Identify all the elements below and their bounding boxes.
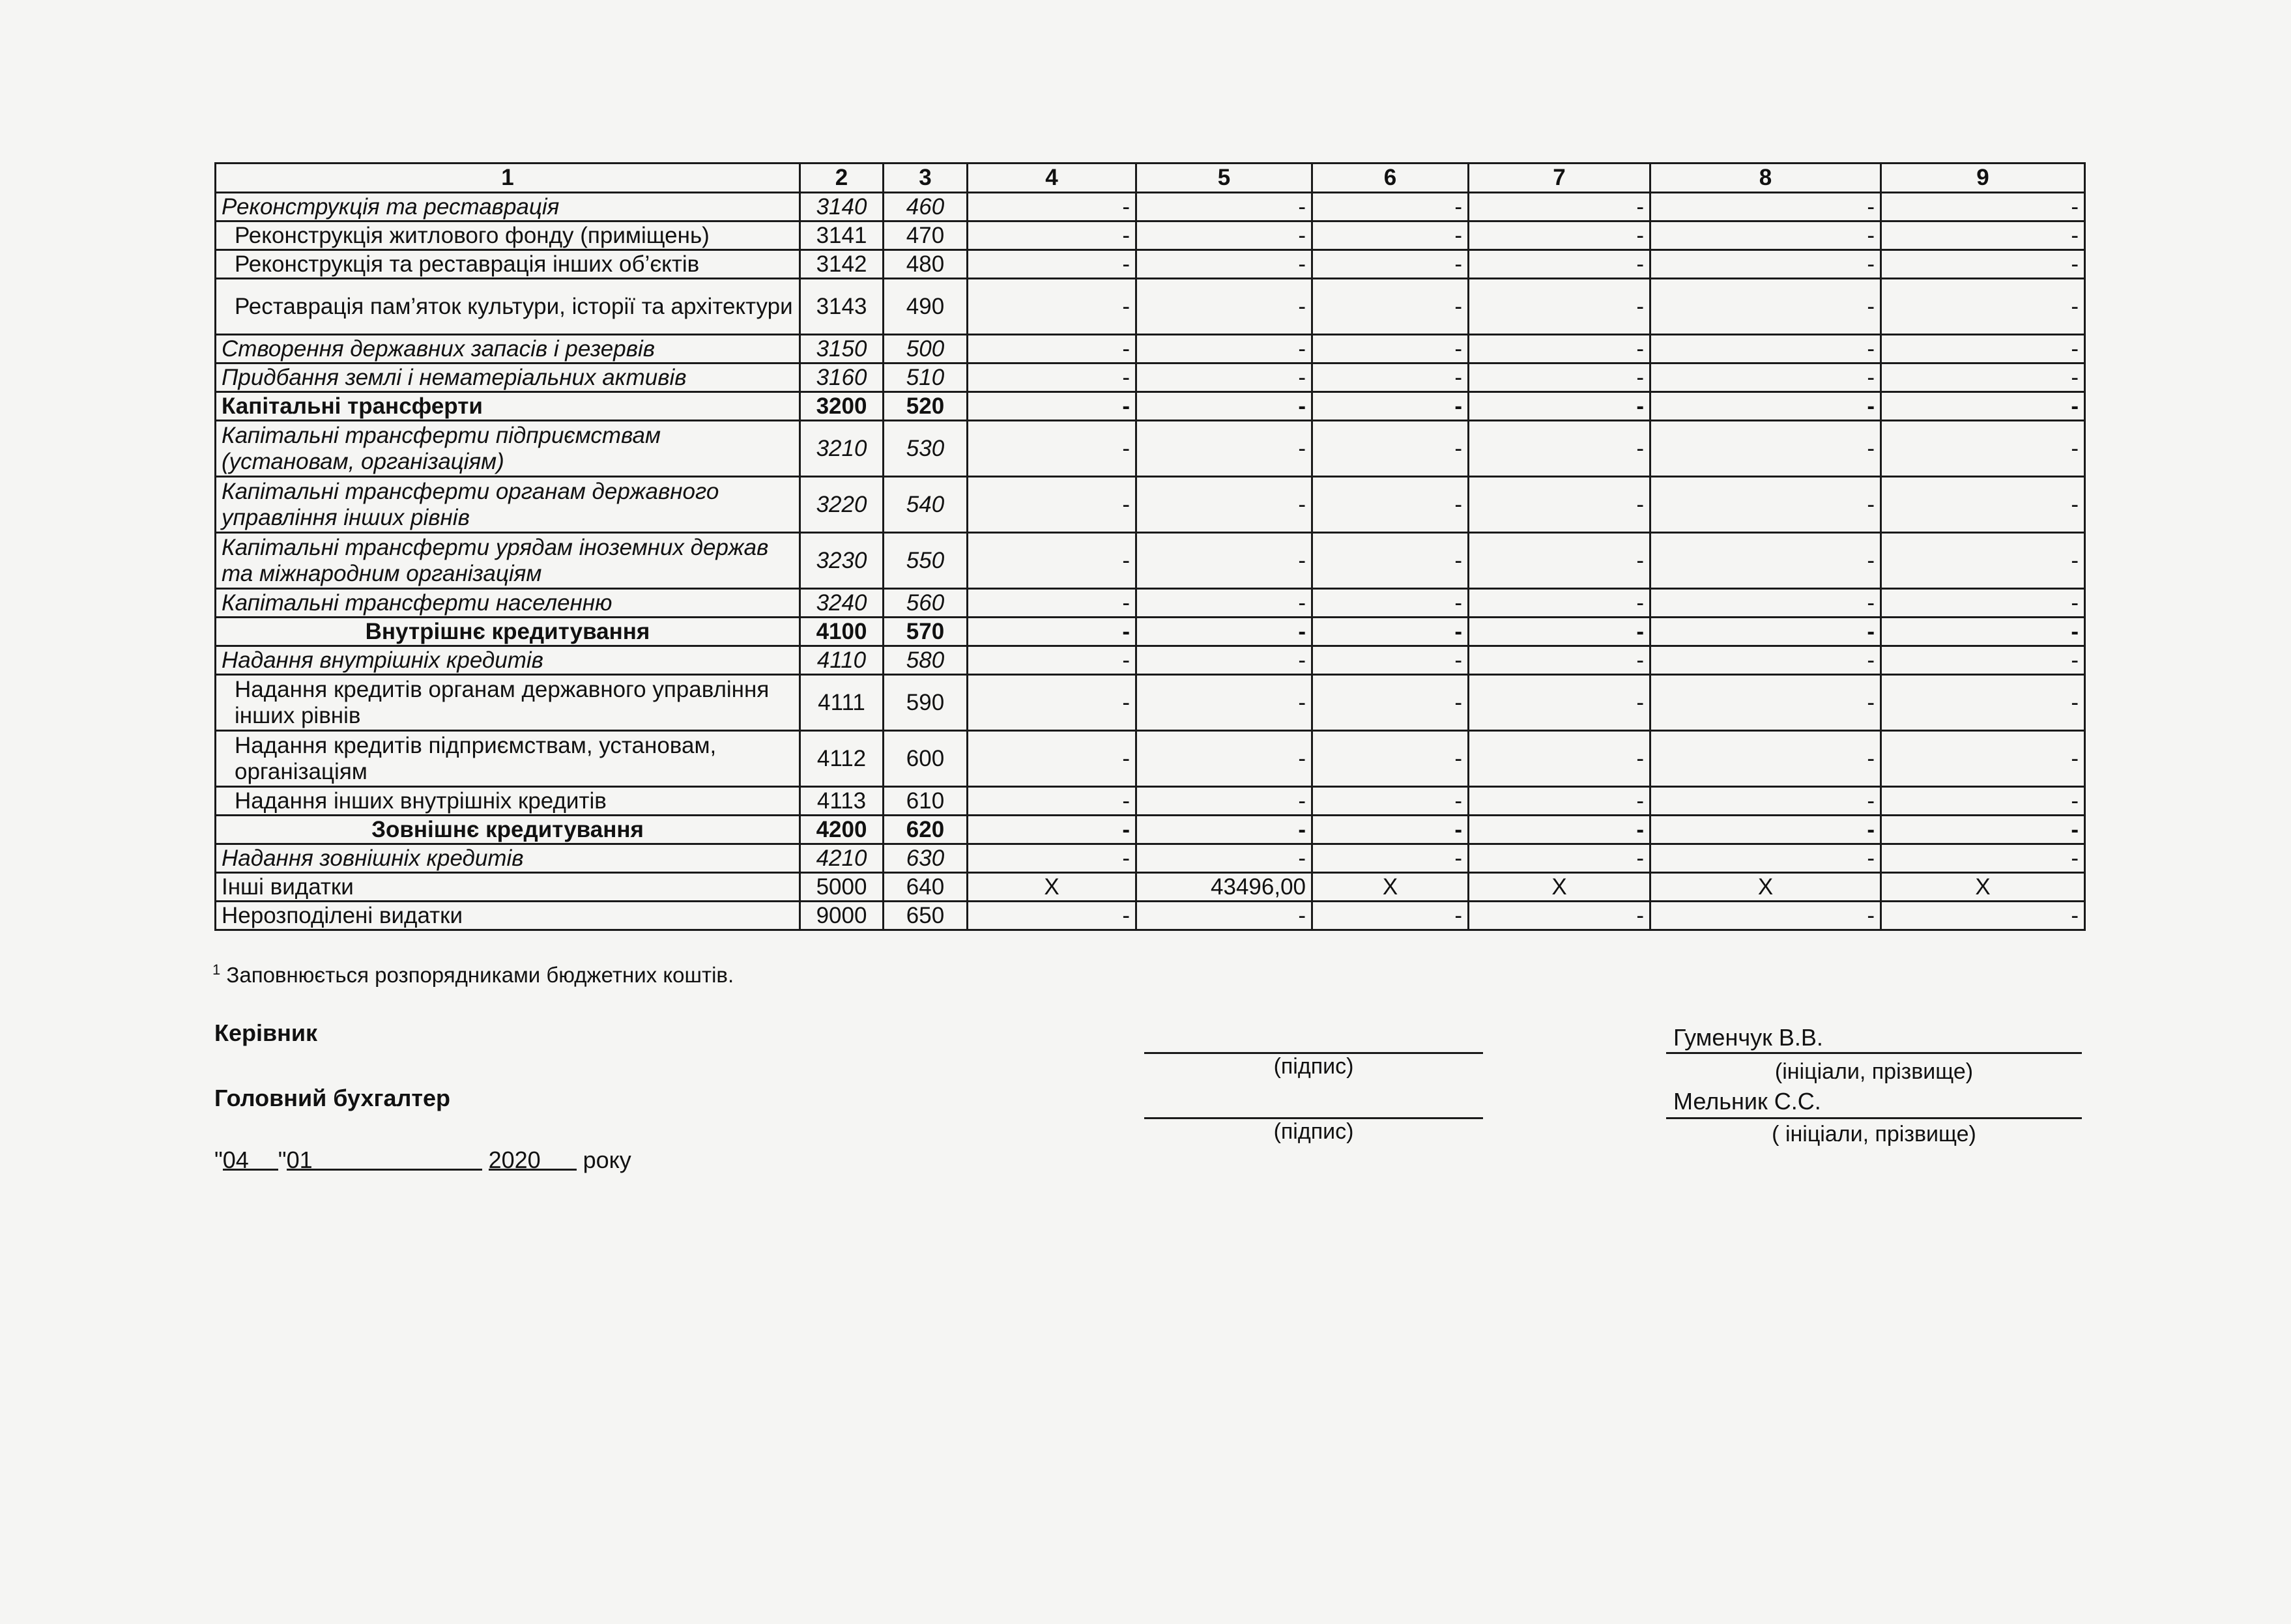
expenditure-table [214, 162, 2086, 931]
row-value: - [1469, 250, 1650, 279]
row-line-code: 540 [884, 477, 968, 533]
row-value: - [1312, 675, 1469, 731]
row-value: - [1650, 589, 1881, 618]
row-value: - [1469, 392, 1650, 421]
head-name-line [1666, 1052, 2082, 1054]
row-value: - [1881, 279, 2085, 335]
row-name: Інші видатки [216, 873, 800, 902]
row-line-code: 570 [884, 618, 968, 646]
table-row [216, 477, 2085, 533]
header-cell: 5 [1136, 164, 1312, 193]
footnote-mark: 1 [212, 962, 221, 978]
header-cell: 7 [1469, 164, 1650, 193]
row-value: - [1136, 618, 1312, 646]
accountant-name: Мельник С.С. [1673, 1088, 1821, 1115]
row-value: - [1136, 902, 1312, 930]
row-value: - [1469, 646, 1650, 675]
row-value: - [968, 392, 1136, 421]
table-row [216, 816, 2085, 844]
table-row [216, 279, 2085, 335]
row-value: - [1650, 731, 1881, 787]
table-row [216, 250, 2085, 279]
row-line-code: 470 [884, 221, 968, 250]
header-cell: 8 [1650, 164, 1881, 193]
row-value: X [1312, 873, 1469, 902]
row-value: - [1312, 816, 1469, 844]
footnote-text: Заповнюється розпорядниками бюджетних коштів. [226, 963, 734, 987]
table-row [216, 675, 2085, 731]
row-name: Капітальні трансферти населенню [216, 589, 800, 618]
row-value: - [1469, 675, 1650, 731]
date-year: 2020 [489, 1147, 577, 1171]
row-value: - [1312, 646, 1469, 675]
row-value: - [1881, 363, 2085, 392]
row-value: - [1136, 193, 1312, 221]
row-value: - [1136, 731, 1312, 787]
row-value: - [1312, 335, 1469, 363]
row-value: - [1650, 250, 1881, 279]
row-value: - [968, 193, 1136, 221]
row-value: - [1312, 618, 1469, 646]
row-value: - [1881, 250, 2085, 279]
head-signature-caption: (підпис) [1273, 1054, 1354, 1079]
row-code: 4111 [800, 675, 884, 731]
row-value: - [1881, 392, 2085, 421]
row-value: - [1881, 618, 2085, 646]
table-row [216, 221, 2085, 250]
row-code: 3210 [800, 421, 884, 477]
row-value: - [1881, 902, 2085, 930]
row-value: - [968, 589, 1136, 618]
row-value: - [968, 250, 1136, 279]
row-value: - [968, 844, 1136, 873]
row-value: - [1881, 731, 2085, 787]
row-value: - [1650, 421, 1881, 477]
row-value: X [1650, 873, 1881, 902]
row-value: - [1881, 421, 2085, 477]
accountant-label: Головний бухгалтер [214, 1085, 451, 1111]
row-name: Створення державних запасів і резервів [216, 335, 800, 363]
row-value: - [1312, 787, 1469, 816]
row-name: Надання кредитів органам державного управління інших рівнів [216, 675, 800, 731]
date-suffix: року [583, 1147, 631, 1173]
header-cell: 9 [1881, 164, 2085, 193]
row-name: Капітальні трансферти органам державного управління інших рівнів [216, 477, 800, 533]
accountant-name-caption: ( ініціали, прізвище) [1772, 1122, 1976, 1147]
row-value: - [1650, 646, 1881, 675]
row-code: 9000 [800, 902, 884, 930]
row-value: - [1469, 618, 1650, 646]
row-value: - [1312, 477, 1469, 533]
row-value: - [1136, 675, 1312, 731]
row-value: - [1136, 221, 1312, 250]
row-value: - [1136, 279, 1312, 335]
header-row [216, 164, 2085, 193]
row-value: - [1469, 421, 1650, 477]
row-value: - [1881, 221, 2085, 250]
row-value: - [1650, 221, 1881, 250]
row-line-code: 600 [884, 731, 968, 787]
row-line-code: 650 [884, 902, 968, 930]
row-name: Нерозподілені видатки [216, 902, 800, 930]
row-code: 4100 [800, 618, 884, 646]
row-value: - [1136, 844, 1312, 873]
row-value: - [1881, 646, 2085, 675]
row-code: 3150 [800, 335, 884, 363]
row-name: Надання внутрішніх кредитів [216, 646, 800, 675]
row-value: - [1469, 731, 1650, 787]
row-line-code: 590 [884, 675, 968, 731]
row-value: - [1312, 392, 1469, 421]
date-quote-open: " [214, 1147, 223, 1173]
header-cell: 1 [216, 164, 800, 193]
row-value: X [968, 873, 1136, 902]
row-value: - [1136, 335, 1312, 363]
table-row [216, 873, 2085, 902]
table-row [216, 392, 2085, 421]
row-code: 3140 [800, 193, 884, 221]
row-value: - [1136, 589, 1312, 618]
table-row [216, 646, 2085, 675]
row-value: X [1881, 873, 2085, 902]
row-value: - [968, 533, 1136, 589]
row-name: Капітальні трансферти урядам іноземних держав та міжнародним організаціям [216, 533, 800, 589]
row-value: - [1650, 675, 1881, 731]
row-value: - [1650, 279, 1881, 335]
row-value: - [1136, 363, 1312, 392]
row-value: - [1881, 589, 2085, 618]
row-code: 3200 [800, 392, 884, 421]
table-row [216, 193, 2085, 221]
row-value: - [968, 477, 1136, 533]
row-value: X [1469, 873, 1650, 902]
row-code: 4112 [800, 731, 884, 787]
row-name: Капітальні трансферти підприємствам (установам, організаціям) [216, 421, 800, 477]
row-value: - [1650, 844, 1881, 873]
row-value: - [1881, 193, 2085, 221]
row-value: - [1312, 844, 1469, 873]
row-value: - [968, 363, 1136, 392]
row-value: - [1469, 844, 1650, 873]
row-line-code: 510 [884, 363, 968, 392]
table-row [216, 533, 2085, 589]
row-line-code: 490 [884, 279, 968, 335]
row-value: - [1881, 675, 2085, 731]
header-cell: 2 [800, 164, 884, 193]
row-value: - [1136, 421, 1312, 477]
row-line-code: 550 [884, 533, 968, 589]
row-value: - [1312, 279, 1469, 335]
row-code: 4200 [800, 816, 884, 844]
row-line-code: 480 [884, 250, 968, 279]
row-value: - [1469, 193, 1650, 221]
row-value: - [1650, 335, 1881, 363]
row-value: - [968, 335, 1136, 363]
row-value: - [1312, 250, 1469, 279]
row-value: - [1881, 787, 2085, 816]
row-value: - [1469, 363, 1650, 392]
row-value: - [1881, 816, 2085, 844]
row-value: - [968, 279, 1136, 335]
accountant-signature-caption: (підпис) [1273, 1119, 1354, 1144]
row-value: - [1650, 533, 1881, 589]
row-code: 3141 [800, 221, 884, 250]
row-value: - [1469, 221, 1650, 250]
date-day: 04 [223, 1147, 278, 1171]
row-code: 3142 [800, 250, 884, 279]
row-code: 3220 [800, 477, 884, 533]
header-cell: 4 [968, 164, 1136, 193]
table-row [216, 902, 2085, 930]
accountant-name-line [1666, 1117, 2082, 1119]
row-value: - [1312, 363, 1469, 392]
footnote [212, 962, 734, 988]
row-line-code: 460 [884, 193, 968, 221]
row-code: 5000 [800, 873, 884, 902]
row-name: Реставрація пам’яток культури, історії та архітектури [216, 279, 800, 335]
table-body [216, 193, 2085, 930]
row-value: 43496,00 [1136, 873, 1312, 902]
row-value: - [1312, 902, 1469, 930]
table-row [216, 731, 2085, 787]
row-value: - [1650, 902, 1881, 930]
row-value: - [968, 731, 1136, 787]
row-value: - [1881, 844, 2085, 873]
row-value: - [1136, 787, 1312, 816]
row-value: - [1650, 618, 1881, 646]
row-value: - [1136, 816, 1312, 844]
row-name: Зовнішнє кредитування [216, 816, 800, 844]
row-code: 4110 [800, 646, 884, 675]
row-value: - [1312, 421, 1469, 477]
table-row [216, 421, 2085, 477]
table-row [216, 618, 2085, 646]
row-name: Капітальні трансферти [216, 392, 800, 421]
row-value: - [1136, 477, 1312, 533]
table-row [216, 787, 2085, 816]
row-value: - [1312, 589, 1469, 618]
row-line-code: 520 [884, 392, 968, 421]
row-value: - [1881, 533, 2085, 589]
header-cell: 3 [884, 164, 968, 193]
row-value: - [968, 421, 1136, 477]
row-value: - [1469, 589, 1650, 618]
row-code: 3230 [800, 533, 884, 589]
date-month: 01 [287, 1147, 482, 1171]
row-name: Придбання землі і нематеріальних активів [216, 363, 800, 392]
head-name: Гуменчук В.В. [1673, 1024, 1823, 1051]
row-line-code: 580 [884, 646, 968, 675]
row-line-code: 610 [884, 787, 968, 816]
row-value: - [1881, 335, 2085, 363]
row-name: Надання зовнішніх кредитів [216, 844, 800, 873]
row-line-code: 560 [884, 589, 968, 618]
table-row [216, 844, 2085, 873]
row-value: - [1650, 392, 1881, 421]
row-value: - [1312, 193, 1469, 221]
row-value: - [1312, 533, 1469, 589]
row-line-code: 620 [884, 816, 968, 844]
row-code: 4113 [800, 787, 884, 816]
row-name: Надання інших внутрішніх кредитів [216, 787, 800, 816]
row-name: Реконструкція та реставрація інших об’єктів [216, 250, 800, 279]
row-value: - [1469, 533, 1650, 589]
row-line-code: 630 [884, 844, 968, 873]
row-value: - [1469, 477, 1650, 533]
head-label: Керівник [214, 1019, 318, 1046]
row-value: - [1469, 279, 1650, 335]
row-line-code: 500 [884, 335, 968, 363]
row-value: - [968, 618, 1136, 646]
row-value: - [968, 816, 1136, 844]
row-value: - [1650, 363, 1881, 392]
row-value: - [1881, 477, 2085, 533]
row-name: Реконструкція та реставрація [216, 193, 800, 221]
row-value: - [1650, 787, 1881, 816]
table-row [216, 589, 2085, 618]
row-value: - [968, 646, 1136, 675]
row-value: - [968, 787, 1136, 816]
row-code: 4210 [800, 844, 884, 873]
row-line-code: 640 [884, 873, 968, 902]
row-value: - [1312, 221, 1469, 250]
row-code: 3240 [800, 589, 884, 618]
table-row [216, 363, 2085, 392]
row-value: - [1469, 787, 1650, 816]
row-value: - [968, 221, 1136, 250]
table-row [216, 335, 2085, 363]
row-value: - [968, 902, 1136, 930]
row-value: - [1469, 816, 1650, 844]
row-name: Реконструкція житлового фонду (приміщень) [216, 221, 800, 250]
row-value: - [1312, 731, 1469, 787]
row-value: - [1136, 250, 1312, 279]
row-name: Надання кредитів підприємствам, установам, організаціям [216, 731, 800, 787]
row-value: - [1469, 335, 1650, 363]
head-name-caption: (ініціали, прізвище) [1774, 1059, 1974, 1084]
row-value: - [1136, 533, 1312, 589]
row-line-code: 530 [884, 421, 968, 477]
row-value: - [1650, 193, 1881, 221]
header-cell: 6 [1312, 164, 1469, 193]
row-value: - [968, 675, 1136, 731]
row-value: - [1469, 902, 1650, 930]
row-value: - [1650, 816, 1881, 844]
row-value: - [1136, 646, 1312, 675]
row-value: - [1650, 477, 1881, 533]
row-value: - [1136, 392, 1312, 421]
row-name: Внутрішнє кредитування [216, 618, 800, 646]
row-code: 3143 [800, 279, 884, 335]
date-line [214, 1147, 631, 1174]
row-code: 3160 [800, 363, 884, 392]
date-quote-close: " [278, 1147, 287, 1173]
